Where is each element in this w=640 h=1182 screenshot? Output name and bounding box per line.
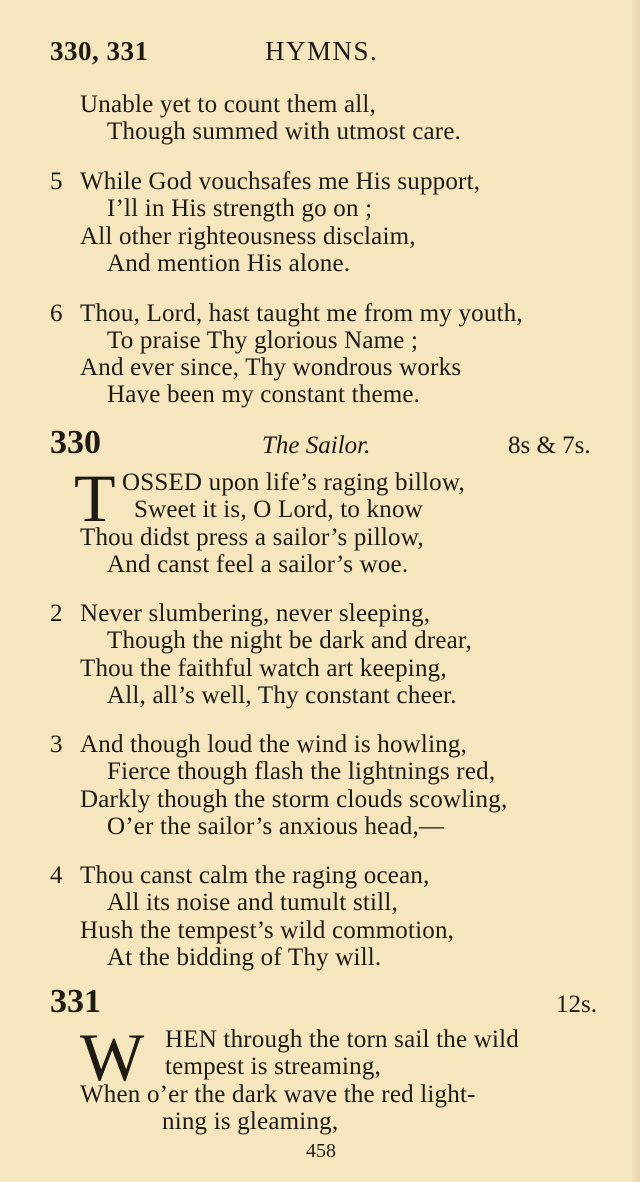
hymn-meter: 12s.	[556, 991, 597, 1018]
header-hymn-numbers: 330, 331	[50, 36, 149, 66]
verse-line: While God vouchsafes me His support,	[80, 168, 481, 195]
verse-line: All other righteousness disclaim,	[80, 223, 416, 250]
continuation-line: Though summed with utmost care.	[107, 118, 462, 145]
verse-line: All its noise and tumult still,	[107, 889, 398, 916]
page-edge-shadow	[630, 0, 640, 1182]
hymn-number: 331	[50, 983, 101, 1020]
verse-line: I’ll in His strength go on ;	[107, 195, 373, 222]
verse-line: ning is gleaming,	[162, 1108, 339, 1135]
verse-line: At the bidding of Thy will.	[107, 944, 382, 971]
verse-line: O’er the sailor’s anxious head,—	[107, 813, 445, 840]
verse-line: Hush the tempest’s wild commotion,	[80, 917, 455, 944]
drop-cap: T	[74, 460, 116, 536]
verse-number: 5	[50, 168, 63, 195]
verse-line: HEN through the torn sail the wild	[165, 1026, 519, 1053]
verse-line: And mention His alone.	[107, 250, 351, 277]
verse-line: When o’er the dark wave the red light-	[80, 1081, 476, 1108]
verse-line: Have been my constant theme.	[107, 381, 421, 408]
verse-line: And though loud the wind is howling,	[80, 731, 468, 758]
verse-line: Darkly though the storm clouds scowling,	[80, 786, 508, 813]
verse-number: 4	[50, 862, 63, 889]
continuation-line: Unable yet to count them all,	[80, 91, 376, 118]
verse-line: Thou didst press a sailor’s pillow,	[80, 524, 424, 551]
verse-line: OSSED upon life’s raging billow,	[122, 469, 465, 496]
hymn-number: 330	[50, 424, 101, 461]
drop-cap: W	[80, 1019, 145, 1095]
verse-line: Thou canst calm the raging ocean,	[80, 862, 430, 889]
verse-line: Though the night be dark and drear,	[107, 627, 472, 654]
verse-line: All, all’s well, Thy constant cheer.	[107, 682, 457, 709]
verse-number: 3	[50, 731, 63, 758]
verse-line: Thou, Lord, hast taught me from my youth,	[80, 300, 523, 327]
hymn-title: The Sailor.	[262, 432, 371, 459]
verse-number: 6	[50, 300, 63, 327]
page-number: 458	[306, 1140, 336, 1162]
verse-line: And canst feel a sailor’s woe.	[107, 551, 409, 578]
verse-line: Sweet it is, O Lord, to know	[134, 496, 423, 523]
hymn-meter: 8s & 7s.	[508, 432, 591, 459]
verse-number: 2	[50, 600, 63, 627]
verse-line: To praise Thy glorious Name ;	[107, 327, 419, 354]
header-title: HYMNS.	[265, 36, 379, 66]
verse-line: Never slumbering, never sleeping,	[80, 600, 431, 627]
verse-line: Thou the faithful watch art keeping,	[80, 655, 447, 682]
verse-line: Fierce though flash the lightnings red,	[107, 758, 496, 785]
verse-line: And ever since, Thy wondrous works	[80, 354, 462, 381]
verse-line: tempest is streaming,	[165, 1053, 381, 1080]
